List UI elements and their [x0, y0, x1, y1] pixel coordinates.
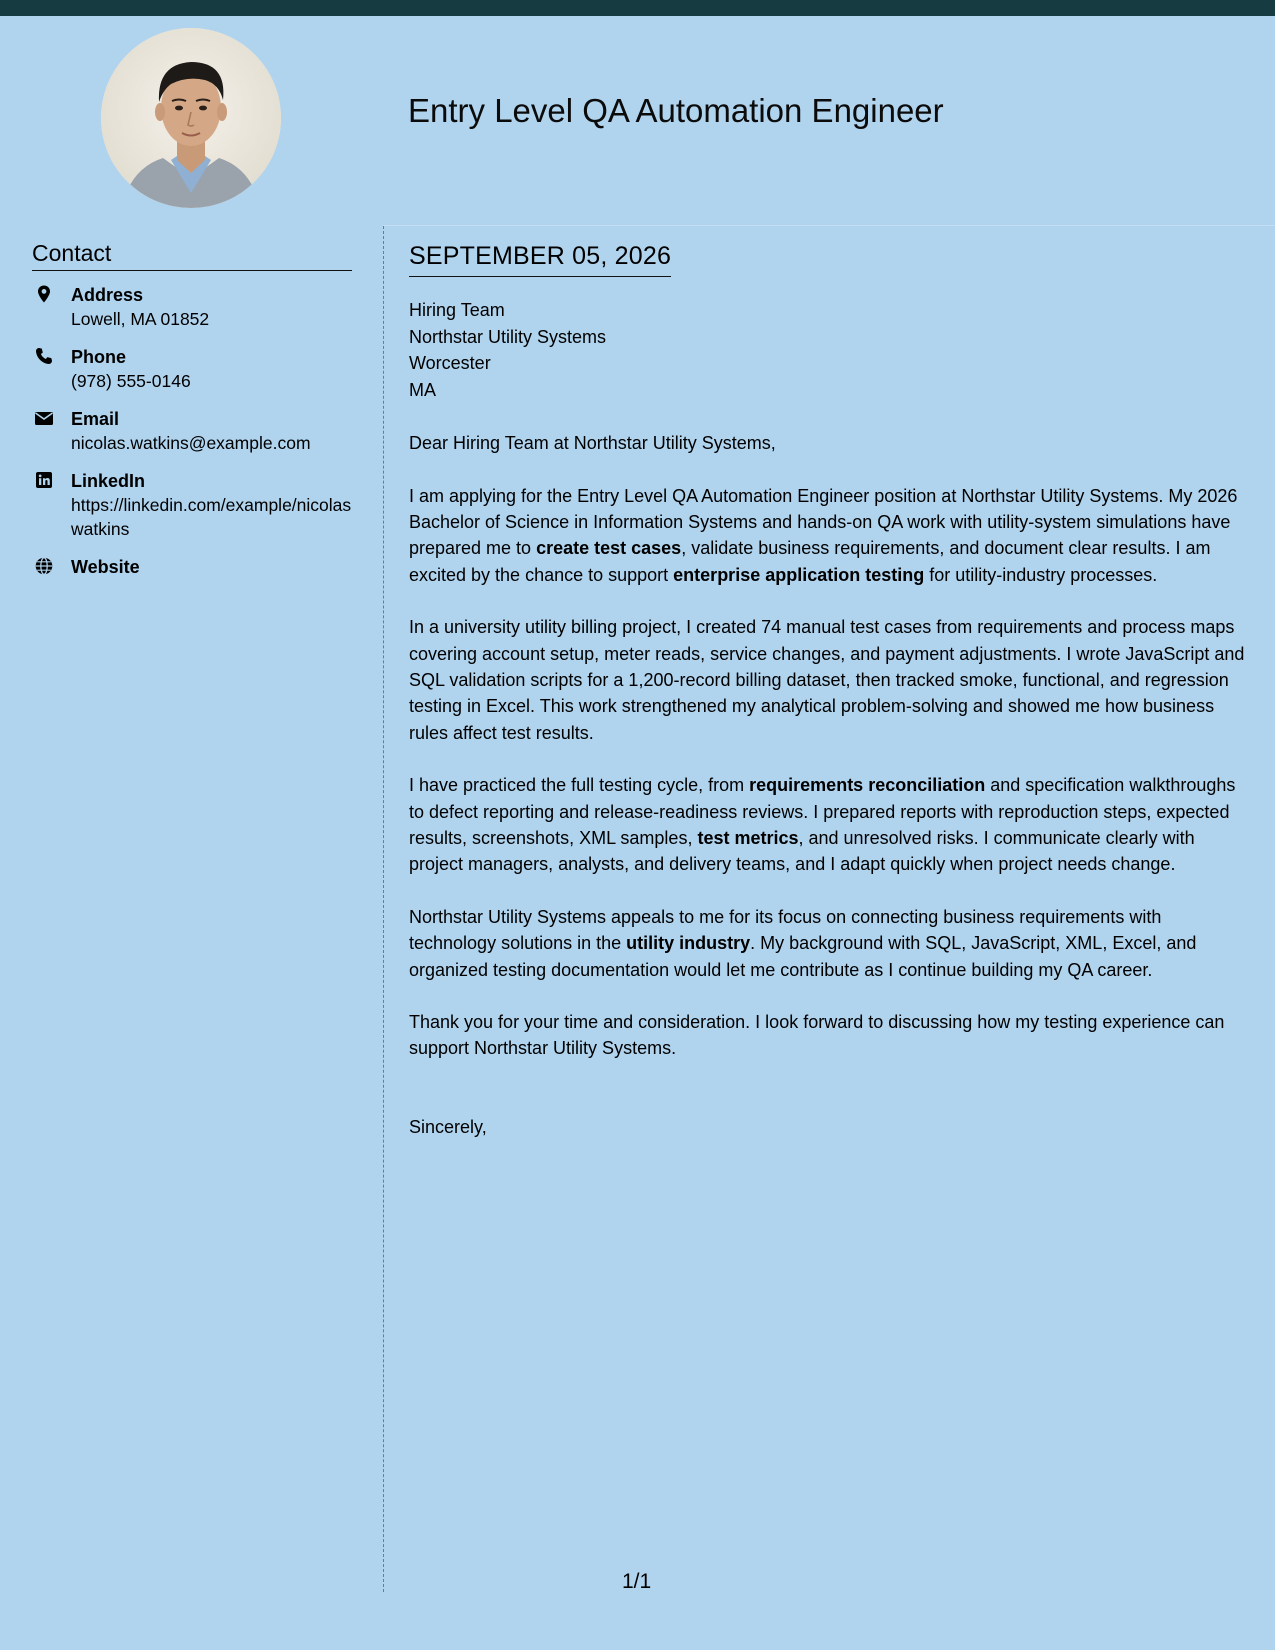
contact-linkedin [32, 469, 352, 541]
map-pin-icon [34, 284, 54, 304]
paragraph-text: I am applying for the Entry Level QA Automation Engineer position at Northstar Utility Systems. My 2026 Bachelor of Science in Information Systems and hands-on QA work with utility-system simulations have prepared me to [409, 485, 1238, 559]
highlight-text: create test cases [536, 538, 682, 559]
paragraph-company-fit [409, 904, 1249, 983]
profile-photo-image [101, 28, 281, 208]
profile-photo [101, 28, 281, 208]
linkedin-icon [34, 470, 54, 490]
contact-phone-value: (978) 555-0146 [71, 371, 191, 391]
recipient-city: Worcester [409, 353, 491, 373]
closing: Sincerely, [409, 1116, 487, 1137]
contact-website [32, 555, 352, 579]
paragraph-text: , validate business requirements, and document clear results. I am excited by the chance to support [409, 538, 1211, 585]
highlight-text: enterprise application testing [673, 564, 925, 585]
globe-icon [34, 556, 54, 576]
phone-icon [34, 346, 54, 366]
contact-heading: Contact [32, 240, 352, 271]
contact-address [32, 283, 352, 331]
contact-address-value: Lowell, MA 01852 [71, 309, 210, 329]
top-bar [0, 0, 1275, 16]
paragraph-intro [409, 483, 1249, 589]
paragraph-thanks: Thank you for your time and consideration. I look forward to discussing how my testing experience can support Northstar Utility Systems. [409, 1012, 1225, 1059]
letter-date: SEPTEMBER 05, 2026 [409, 242, 671, 277]
contact-email-value[interactable]: nicolas.watkins@example.com [71, 433, 311, 453]
contact-email [32, 407, 352, 455]
envelope-icon [34, 408, 54, 428]
recipient-company: Northstar Utility Systems [409, 326, 607, 347]
cover-letter [409, 242, 1249, 1140]
contact-website-label: Website [71, 557, 140, 577]
job-title: Entry Level QA Automation Engineer [408, 92, 944, 129]
paragraph-text: and specification walkthroughs to defect reporting and release-readiness reviews. I prepared reports with reproduction steps, expected results, screenshots, XML samples, [409, 775, 1236, 848]
contact-address-label: Address [71, 285, 144, 305]
highlight-text: utility industry [626, 933, 751, 954]
contact-phone-label: Phone [71, 347, 127, 367]
paragraph-project: In a university utility billing project, I created 74 manual test cases from requirements and process maps covering account setup, meter reads, service changes, and payment adjustments. I wrote JavaScript and SQL validation scripts for a 1,200-record billing dataset, then tracked smoke, functional, and regression testing in Excel. This work strengthened my analytical problem-solving and showed me how business rules affect test results. [409, 617, 1245, 743]
contact-email-label: Email [71, 409, 120, 429]
salutation: Dear Hiring Team at Northstar Utility Systems, [409, 433, 776, 453]
header-divider [383, 225, 1275, 226]
page-number: 1/1 [622, 1570, 652, 1593]
paragraph-text: , and unresolved risks. I communicate clearly with project managers, analysts, and delivery teams, and I adapt quickly when project needs change. [409, 827, 1195, 875]
recipient-line: Hiring Team [409, 300, 505, 320]
paragraph-testing-cycle [409, 772, 1249, 878]
contact-phone [32, 345, 352, 393]
highlight-text: requirements reconciliation [749, 775, 986, 796]
paragraph-text: I have practiced the full testing cycle, from [409, 775, 750, 796]
paragraph-text: . My background with SQL, JavaScript, XML, Excel, and organized testing documentation would let me contribute as I continue building my QA career. [409, 933, 1197, 980]
contact-linkedin-value[interactable]: https://linkedin.com/example/nicolaswatkins [71, 495, 352, 539]
contact-linkedin-label: LinkedIn [71, 471, 146, 491]
highlight-text: test metrics [697, 827, 799, 848]
recipient-block [409, 297, 1249, 403]
paragraph-text: for utility-industry processes. [924, 564, 1158, 585]
column-divider [383, 226, 384, 1592]
recipient-state: MA [409, 379, 436, 400]
paragraph-text: Northstar Utility Systems appeals to me for its focus on connecting business requirements with technology solutions in the [409, 906, 1162, 954]
sidebar [32, 240, 352, 593]
